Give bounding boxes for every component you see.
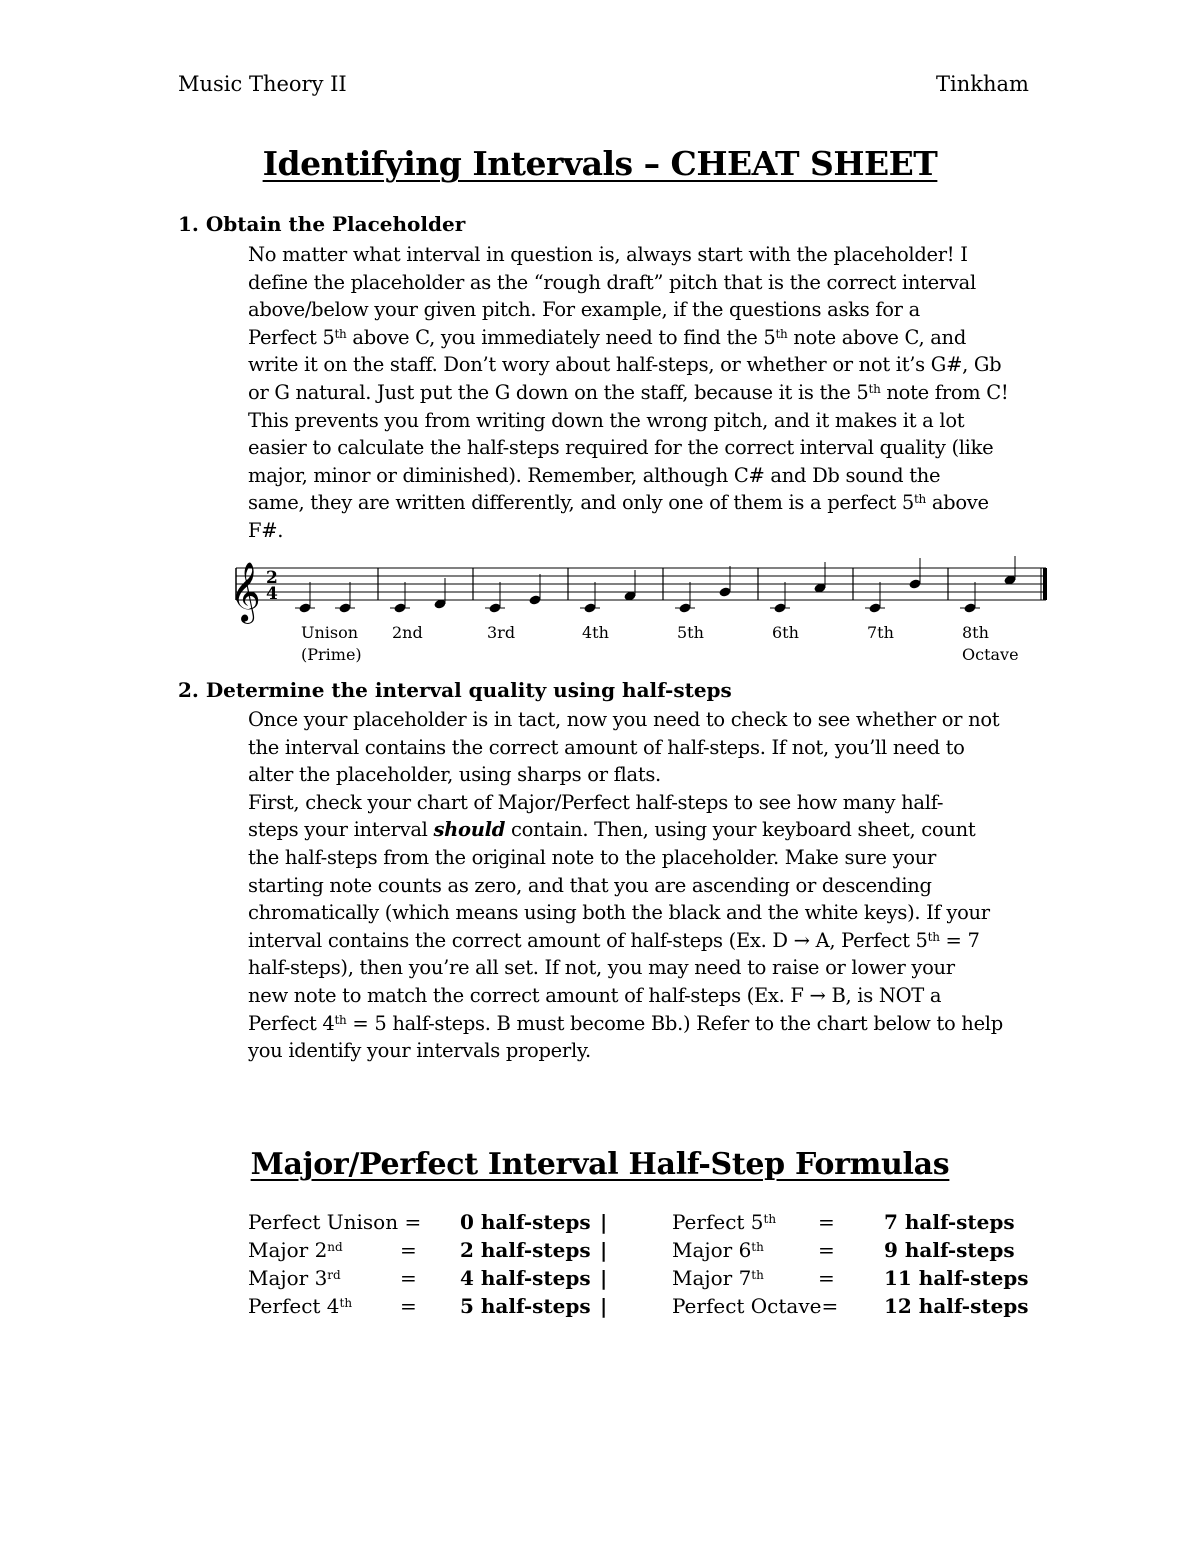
line-segment: th [914, 492, 926, 507]
paragraph-line: half-steps), then you’re all set. If not, you may need to raise or lower your [248, 956, 955, 980]
formula-cell [400, 1266, 417, 1290]
line-segment: interval contains the correct amount of half-steps (Ex. D → A, Perfect 5 [248, 928, 928, 952]
line-segment: note above C, and [787, 325, 967, 349]
formula-cell [460, 1210, 591, 1234]
formula-text: = [818, 1210, 835, 1234]
ordinal-suffix: th [339, 1296, 353, 1310]
line-segment: steps your interval [248, 818, 434, 842]
formula-cell [600, 1210, 607, 1234]
line-segment: Perfect 5 [248, 325, 335, 349]
formula-cell [672, 1266, 764, 1290]
formula-text: Major 3 [248, 1266, 328, 1290]
formula-text: 0 half-steps [460, 1210, 591, 1234]
line-segment: above [925, 491, 989, 515]
paragraph-line: chromatically (which means using both the black and the white keys). If your [248, 901, 990, 925]
interval-label: 2nd [392, 623, 423, 642]
paragraph-line: the half-steps from the original note to the placeholder. Make sure your [248, 845, 937, 869]
ordinal-suffix: th [763, 1212, 777, 1226]
section-2-body [248, 706, 1048, 1065]
formula-cell [460, 1238, 591, 1262]
time-signature-bottom: 4 [266, 584, 278, 604]
paragraph-line: write it on the staff. Don’t wory about half-steps, or whether or not it’s G#, Gb [248, 353, 1002, 377]
formula-table-title: Major/Perfect Interval Half-Step Formulas [250, 1147, 950, 1182]
paragraph-line: major, minor or diminished). Remember, although C# and Db sound the [248, 463, 941, 487]
ordinal-suffix: th [751, 1240, 764, 1254]
paragraph-line: starting note counts as zero, and that you are ascending or descending [248, 873, 932, 897]
line-segment: should [433, 818, 506, 842]
formula-cell [818, 1266, 835, 1290]
formula-cell [248, 1266, 341, 1290]
author-name: Tinkham [936, 72, 1029, 96]
paragraph-line [248, 324, 1048, 352]
line-segment: th [927, 929, 940, 944]
line-segment: contain. Then, using your keyboard sheet, count [505, 818, 976, 842]
line-segment: th [334, 1012, 347, 1027]
formula-text: Perfect 5 [672, 1210, 764, 1234]
formula-cell [248, 1210, 421, 1234]
paragraph-line: No matter what interval in question is, always start with the placeholder! I [248, 243, 968, 266]
formula-cell [884, 1238, 1015, 1262]
formula-text: | [600, 1210, 608, 1234]
paragraph-line [248, 816, 1048, 844]
formula-text: | [600, 1238, 608, 1262]
line-segment: th [868, 381, 881, 396]
formula-cell [460, 1294, 591, 1318]
line-segment: same, they are written differently, and only one of them is a perfect 5 [248, 491, 914, 515]
paragraph-line [248, 927, 1048, 955]
formula-cell [672, 1210, 776, 1234]
formula-text: 5 half-steps [460, 1294, 591, 1318]
paragraph-line: easier to calculate the half-steps required for the correct interval quality (like [248, 436, 994, 460]
formula-text: 2 half-steps [460, 1238, 591, 1262]
paragraph-line: First, check your chart of Major/Perfect half-steps to see how many half- [248, 790, 944, 814]
formula-text: = [818, 1266, 835, 1290]
formula-text: Perfect Octave= [672, 1294, 839, 1318]
interval-label: 5th [677, 623, 704, 642]
ordinal-suffix: rd [327, 1268, 341, 1282]
formula-cell [884, 1210, 1015, 1234]
formula-text: = [400, 1294, 417, 1318]
formula-cell [400, 1294, 417, 1318]
formula-text: | [600, 1266, 608, 1290]
section-1-body [248, 241, 1048, 545]
line-segment: th [334, 326, 347, 341]
course-name: Music Theory II [178, 72, 347, 96]
paragraph-line [248, 1010, 1048, 1038]
final-barline-thick [1043, 568, 1047, 600]
paragraph-line: new note to match the correct amount of half-steps (Ex. F → B, is NOT a [248, 983, 942, 1007]
formula-cell [884, 1294, 1029, 1318]
formula-cell [600, 1266, 607, 1290]
interval-label: 4th [582, 623, 609, 642]
formula-text: 9 half-steps [884, 1238, 1015, 1262]
formula-cell [248, 1238, 343, 1262]
interval-staff-example [228, 556, 1058, 666]
formula-cell [672, 1294, 838, 1318]
formula-cell [400, 1238, 417, 1262]
line-segment: th [775, 326, 788, 341]
formula-cell [672, 1238, 764, 1262]
paragraph-line: Once your placeholder is in tact, now you need to check to see whether or not [248, 708, 1000, 731]
paragraph-line: you identify your intervals properly. [248, 1039, 591, 1063]
section-1-heading: 1. Obtain the Placeholder [178, 212, 466, 236]
ordinal-suffix: nd [327, 1240, 343, 1254]
interval-label: Unison [301, 623, 359, 642]
formula-text: = [400, 1238, 417, 1262]
section-2-heading: 2. Determine the interval quality using half-steps [178, 678, 732, 702]
interval-label: 3rd [487, 623, 516, 642]
paragraph-line: the interval contains the correct amount of half-steps. If not, you’ll need to [248, 735, 965, 759]
paragraph-line: define the placeholder as the “rough draft” pitch that is the correct interval [248, 270, 976, 294]
formula-text: 11 half-steps [884, 1266, 1029, 1290]
formula-cell [600, 1294, 607, 1318]
line-segment: or G natural. Just put the G down on the staff, because it is the 5 [248, 380, 869, 404]
page-title: Identifying Intervals – CHEAT SHEET [262, 144, 938, 183]
formula-text: Major 6 [672, 1238, 752, 1262]
paragraph-line [248, 489, 1048, 517]
interval-label: (Prime) [301, 645, 362, 664]
formula-cell [818, 1238, 835, 1262]
line-segment: Perfect 4 [248, 1011, 335, 1035]
formula-text: Major 2 [248, 1238, 328, 1262]
formula-cell [818, 1210, 835, 1234]
paragraph-line: above/below your given pitch. For example, if the questions asks for a [248, 298, 920, 322]
formula-cell [460, 1266, 591, 1290]
treble-clef-icon: 𝄞 [230, 562, 261, 622]
paragraph-line [248, 379, 1048, 407]
formula-text: = [818, 1238, 835, 1262]
formula-text: | [600, 1294, 608, 1318]
formula-cell [600, 1238, 607, 1262]
paragraph-line: F#. [248, 518, 284, 542]
interval-label: Octave [962, 645, 1019, 664]
interval-label: 6th [772, 623, 799, 642]
formula-cell [884, 1266, 1029, 1290]
line-segment: note from C! [880, 380, 1009, 404]
formula-cell [248, 1294, 352, 1318]
formula-text: Perfect 4 [248, 1294, 340, 1318]
paragraph-line: This prevents you from writing down the wrong pitch, and it makes it a lot [248, 408, 965, 432]
paragraph-line: alter the placeholder, using sharps or flats. [248, 763, 661, 787]
ordinal-suffix: th [751, 1268, 764, 1282]
formula-text: 12 half-steps [884, 1294, 1029, 1318]
formula-text: 7 half-steps [884, 1210, 1015, 1234]
line-segment: above C, you immediately need to find the 5 [346, 325, 776, 349]
formula-text: 4 half-steps [460, 1266, 591, 1290]
line-segment: = 7 [939, 928, 980, 952]
time-signature-top: 2 [266, 568, 278, 588]
interval-label: 7th [867, 623, 894, 642]
formula-text: Major 7 [672, 1266, 752, 1290]
line-segment: = 5 half-steps. B must become Bb.) Refer to the chart below to help [346, 1011, 1003, 1035]
formula-text: Perfect Unison = [248, 1210, 422, 1234]
formula-text: = [400, 1266, 417, 1290]
interval-label: 8th [962, 623, 989, 642]
